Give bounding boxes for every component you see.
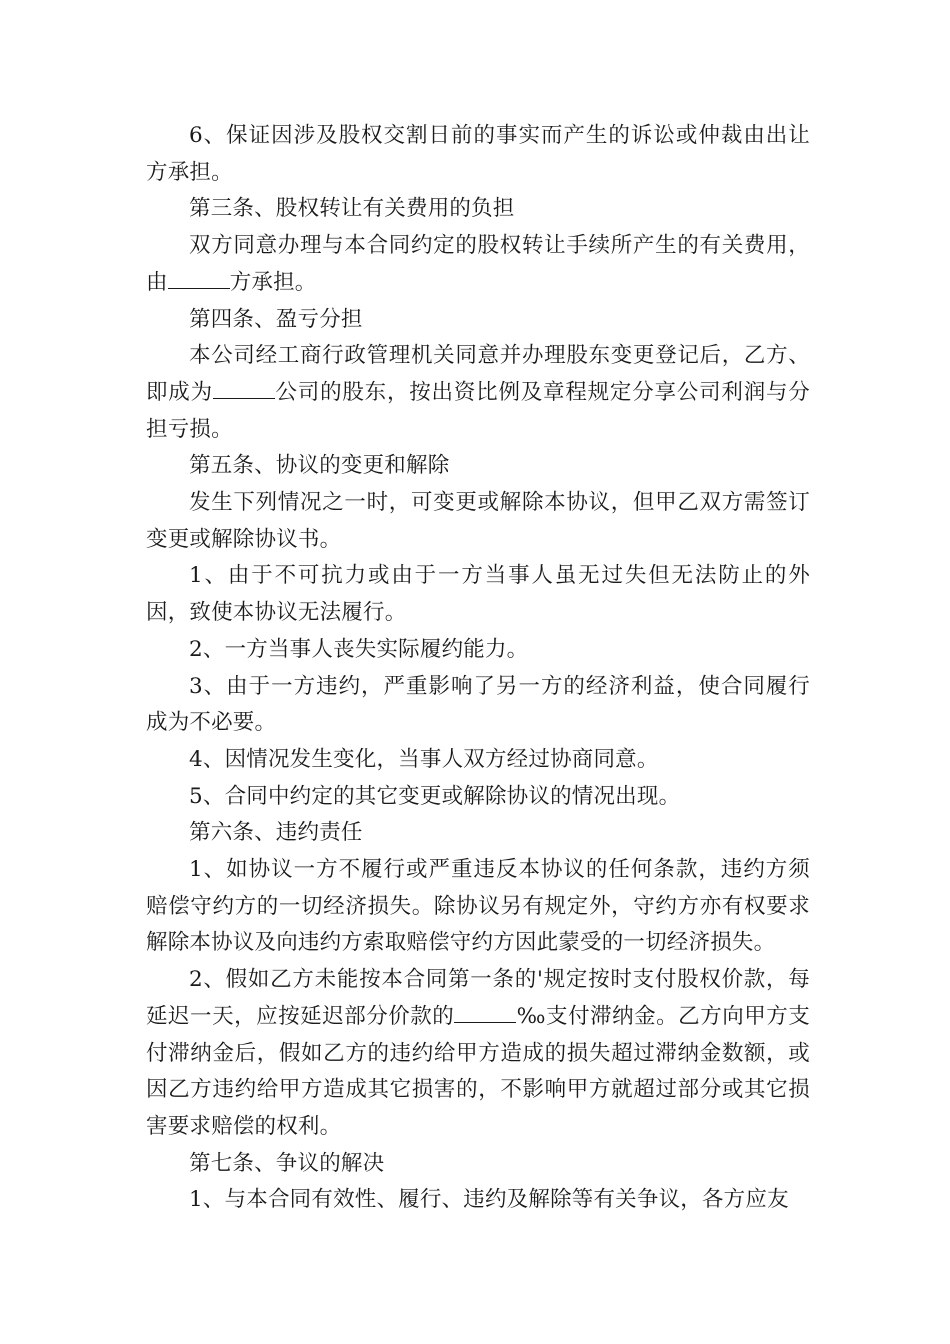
article-5-intro: 发生下列情况之一时，可变更或解除本协议，但甲乙双方需签订变更或解除协议书。 <box>146 490 810 552</box>
article-5-item-3: 3、由于一方违约，严重影响了另一方的经济利益，使合同履行成为不必要。 <box>146 673 810 736</box>
article-6-heading: 第六条、违约责任 <box>189 820 363 846</box>
article-3-body: 双方同意办理与本合同约定的股权转让手续所产生的有关费用，由 方承担。 <box>146 233 810 295</box>
article-7-heading: 第七条、争议的解决 <box>189 1150 385 1176</box>
article-5-item-5: 5、合同中约定的其它变更或解除协议的情况出现。 <box>189 783 681 809</box>
article-3-heading: 第三条、股权转让有关费用的负担 <box>189 196 515 222</box>
article-6-item-1: 1、如协议一方不履行或严重违反本协议的任何条款，违约方须赔偿守约方的一切经济损失。除协议另有规定外，守约方亦有权要求解除本协议及向违约方索取赔偿守约方因此蒙受的一切经济损失。 <box>146 857 810 956</box>
article-6-item-2: 2、假如乙方未能按本合同第一条的'规定按时支付股权价款，每延迟一天，应按延迟部分价款的 ‰支付滞纳金。乙方向甲方支付滞纳金后，假如乙方的违约给甲方造成的损失超过滞纳金数额，或因乙方违约给甲方造成其它损害的，不影响甲方就超过部分或其它损害要求赔偿的权利。 <box>146 967 810 1139</box>
fill-in-blank <box>454 1001 516 1022</box>
document-body <box>146 118 810 1219</box>
article-5-heading: 第五条、协议的变更和解除 <box>189 453 450 479</box>
clause-6-guarantee: 6、保证因涉及股权交割日前的事实而产生的诉讼或仲裁由出让方承担。 <box>146 123 810 185</box>
fill-in-blank <box>168 267 230 288</box>
article-5-item-2: 2、一方当事人丧失实际履约能力。 <box>189 636 529 662</box>
article-5-item-1: 1、由于不可抗力或由于一方当事人虽无过失但无法防止的外因，致使本协议无法履行。 <box>146 563 810 626</box>
fill-in-blank <box>213 378 275 399</box>
article-4-body: 本公司经工商行政管理机关同意并办理股东变更登记后，乙方、即成为 公司的股东，按出资比例及章程规定分享公司利润与分担亏损。 <box>146 343 810 442</box>
article-4-heading: 第四条、盈亏分担 <box>189 306 363 332</box>
article-5-item-4: 4、因情况发生变化，当事人双方经过协商同意。 <box>189 746 659 772</box>
article-7-item-1: 1、与本合同有效性、履行、违约及解除等有关争议，各方应友 <box>189 1187 789 1213</box>
